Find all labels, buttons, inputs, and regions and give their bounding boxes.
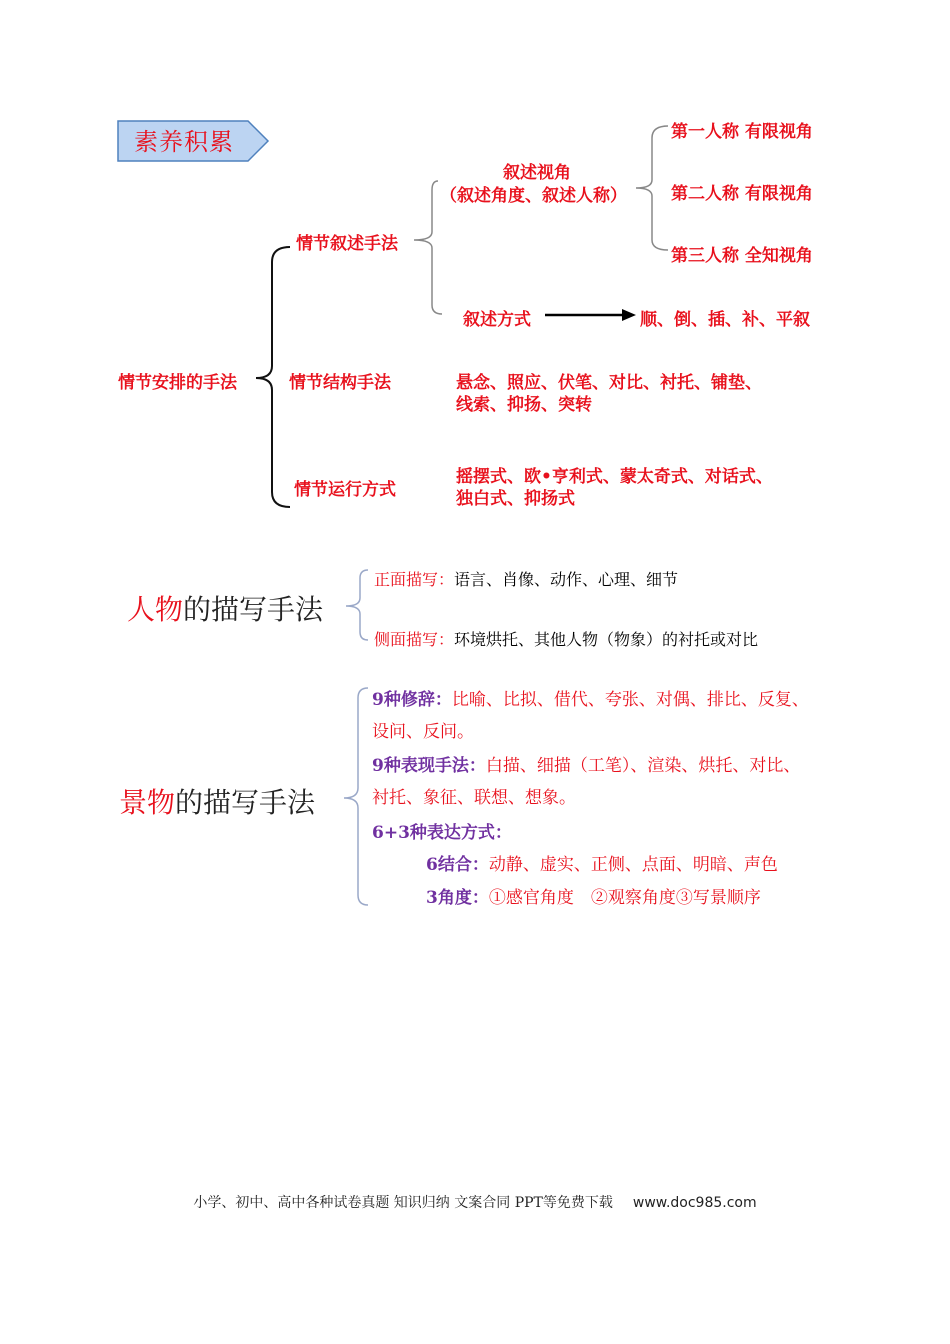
angle-label: 3角度： [426,888,489,908]
expression-row [372,751,800,776]
front-label: 正面描写： [374,570,455,589]
structure-line2: 线索、抑扬、突转 [456,395,592,415]
person-first: 第一人称 有限视角 [671,122,813,142]
side-description [374,627,758,650]
structure-line1: 悬念、照应、伏笔、对比、衬托、铺垫、 [456,373,762,393]
ways-label: 6+3种表达方式： [372,823,512,843]
banner-title: 素养积累 [134,128,234,156]
combine-value: 动静、虚实、正侧、点面、明暗、声色 [488,855,778,875]
perspective-line2: （叙述角度、叙述人称） [440,186,627,206]
plot-root: 情节安排的手法 [118,373,237,393]
narrative-label: 情节叙述手法 [296,234,398,254]
expression-line2: 衬托、象征、联想、想象。 [372,788,576,808]
character-title [127,588,323,628]
character-title-highlight: 人物 [127,593,184,626]
rhetoric-label: 9种修辞： [372,690,452,710]
method-arrow-head [622,309,636,321]
angle-row [426,883,761,908]
angle-value: ①感官角度 ②观察角度③写景顺序 [488,888,761,908]
combine-row [426,850,778,875]
rhetoric-line2: 设问、反问。 [372,722,474,742]
character-title-rest: 的描写手法 [183,593,324,626]
footer [0,1192,950,1212]
scenery-title-rest: 的描写手法 [175,786,316,819]
combine-label: 6结合： [426,855,489,875]
plot-main-brace [256,247,290,507]
footer-text: 小学、初中、高中各种试卷真题 知识归纳 文案合同 PPT等免费下载 [193,1195,613,1211]
footer-url[interactable]: www.doc985.com [632,1195,757,1211]
method-label: 叙述方式 [463,310,531,330]
front-value: 语言、肖像、动作、心理、细节 [454,570,679,589]
scenery-title [119,781,315,821]
perspective-line1: 叙述视角 [503,163,571,183]
expression-label: 9种表现手法： [372,756,486,776]
character-brace [346,570,368,640]
narrative-brace [414,181,442,314]
persons-brace [636,126,668,250]
person-second: 第二人称 有限视角 [671,184,813,204]
structure-label: 情节结构手法 [289,373,391,393]
rhetoric-line1: 比喻、比拟、借代、夸张、对偶、排比、反复、 [451,690,809,710]
method-value: 顺、倒、插、补、平叙 [640,310,810,330]
running-label: 情节运行方式 [294,480,396,500]
running-line2: 独白式、抑扬式 [456,489,575,509]
running-line1: 摇摆式、欧•亨利式、蒙太奇式、对话式、 [456,467,773,487]
scenery-brace [344,688,368,905]
person-third: 第三人称 全知视角 [671,246,813,266]
front-description [374,567,678,590]
expression-line1: 白描、细描（工笔）、渲染、烘托、对比、 [485,756,801,776]
scenery-title-highlight: 景物 [119,786,176,819]
rhetoric-row [372,685,809,710]
side-value: 环境烘托、其他人物（物象）的衬托或对比 [454,630,759,649]
side-label: 侧面描写： [374,630,455,649]
